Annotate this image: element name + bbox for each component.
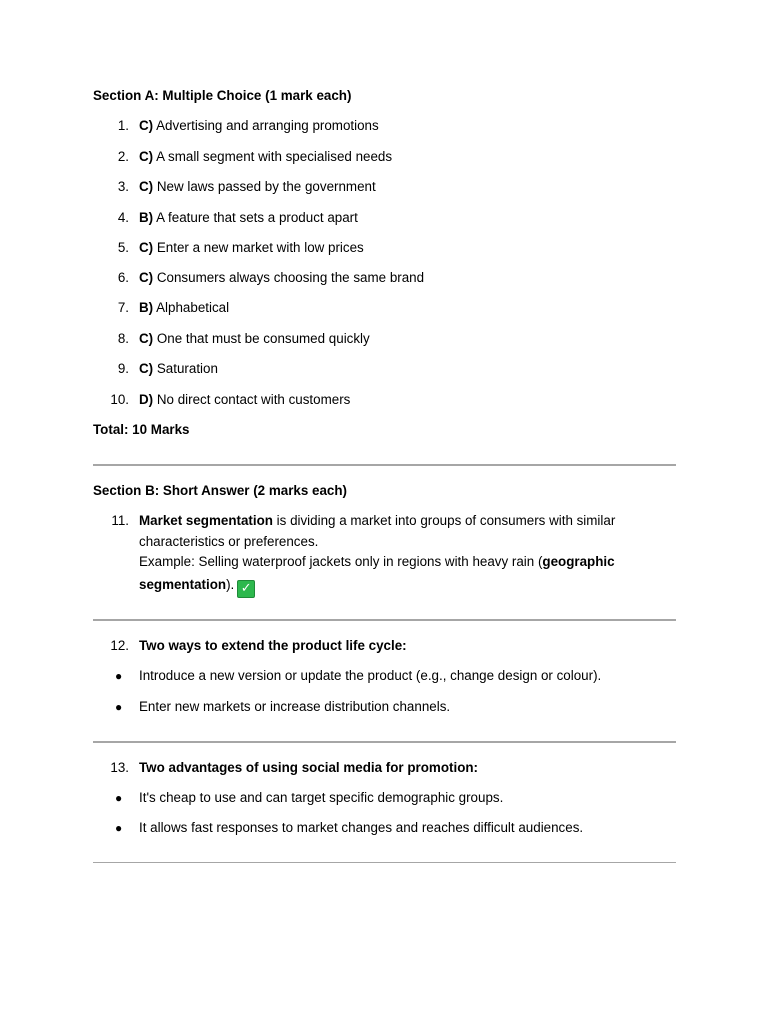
divider [93,619,676,621]
answer-letter: C) [139,331,154,346]
definition-continuation: characteristics or preferences. [139,534,319,549]
answer-letter: D) [139,392,154,407]
item-number: 7. [117,300,129,315]
answer-text: A feature that sets a product apart [153,210,358,225]
item-number: 11. [111,513,129,528]
answer-text: New laws passed by the government [153,179,376,194]
answer-letter: C) [139,240,154,255]
item-number: 9. [117,361,129,376]
bullet-text: Enter new markets or increase distribution channels. [139,699,451,714]
example-text: Example: Selling waterproof jackets only in regions with heavy rain ( [139,554,543,569]
bullet-text: It allows fast responses to market changes and reaches difficult audiences. [139,820,584,835]
answer-letter: C) [139,118,154,133]
divider [93,464,676,466]
definition-text: is dividing a market into groups of consumers with similar [272,513,616,528]
bullet-icon: ● [115,821,123,835]
item-number: 12. [110,638,129,653]
bullet-icon: ● [115,791,123,805]
answer-letter: C) [139,270,154,285]
question-heading: Two ways to extend the product life cycle: [139,638,407,653]
answer-text: Enter a new market with low prices [153,240,364,255]
item-number: 1. [117,118,129,133]
answer-letter: C) [139,361,154,376]
item-number: 8. [117,331,129,346]
answer-text: No direct contact with customers [153,392,351,407]
example-close: ). [226,577,235,592]
answer-text: One that must be consumed quickly [153,331,370,346]
answer-text: Advertising and arranging promotions [153,118,379,133]
example-term: geographic [542,554,615,569]
answer-text: Saturation [153,361,218,376]
example-term-end: segmentation [139,577,227,592]
example-line [139,553,615,571]
bullet-icon: ● [115,700,123,714]
answer-letter: B) [139,210,154,225]
answer-text: Alphabetical [153,300,230,315]
item-number: 13. [110,760,129,775]
divider [93,862,676,863]
item-number: 5. [117,240,129,255]
item-number: 10. [110,392,129,407]
answer-text: Consumers always choosing the same brand [153,270,425,285]
item-number: 2. [117,149,129,164]
section-a-total: Total: 10 Marks [93,422,190,437]
bullet-text: Introduce a new version or update the product (e.g., change design or colour). [139,668,602,683]
item-number: 4. [117,210,129,225]
check-mark-button-icon: ✓ [237,580,255,598]
divider [93,741,676,743]
section-b-title: Section B: Short Answer (2 marks each) [93,483,347,498]
item-number: 3. [117,179,129,194]
answer-letter: C) [139,149,154,164]
bullet-icon: ● [115,669,123,683]
item-number: 6. [117,270,129,285]
example-line-end [139,576,255,598]
answer-text: A small segment with specialised needs [153,149,393,164]
answer-letter: B) [139,300,154,315]
key-term: Market segmentation [139,513,273,528]
answer-letter: C) [139,179,154,194]
bullet-text: It's cheap to use and can target specific demographic groups. [139,790,504,805]
question-heading: Two advantages of using social media for promotion: [139,760,479,775]
section-a-title: Section A: Multiple Choice (1 mark each) [93,88,352,103]
